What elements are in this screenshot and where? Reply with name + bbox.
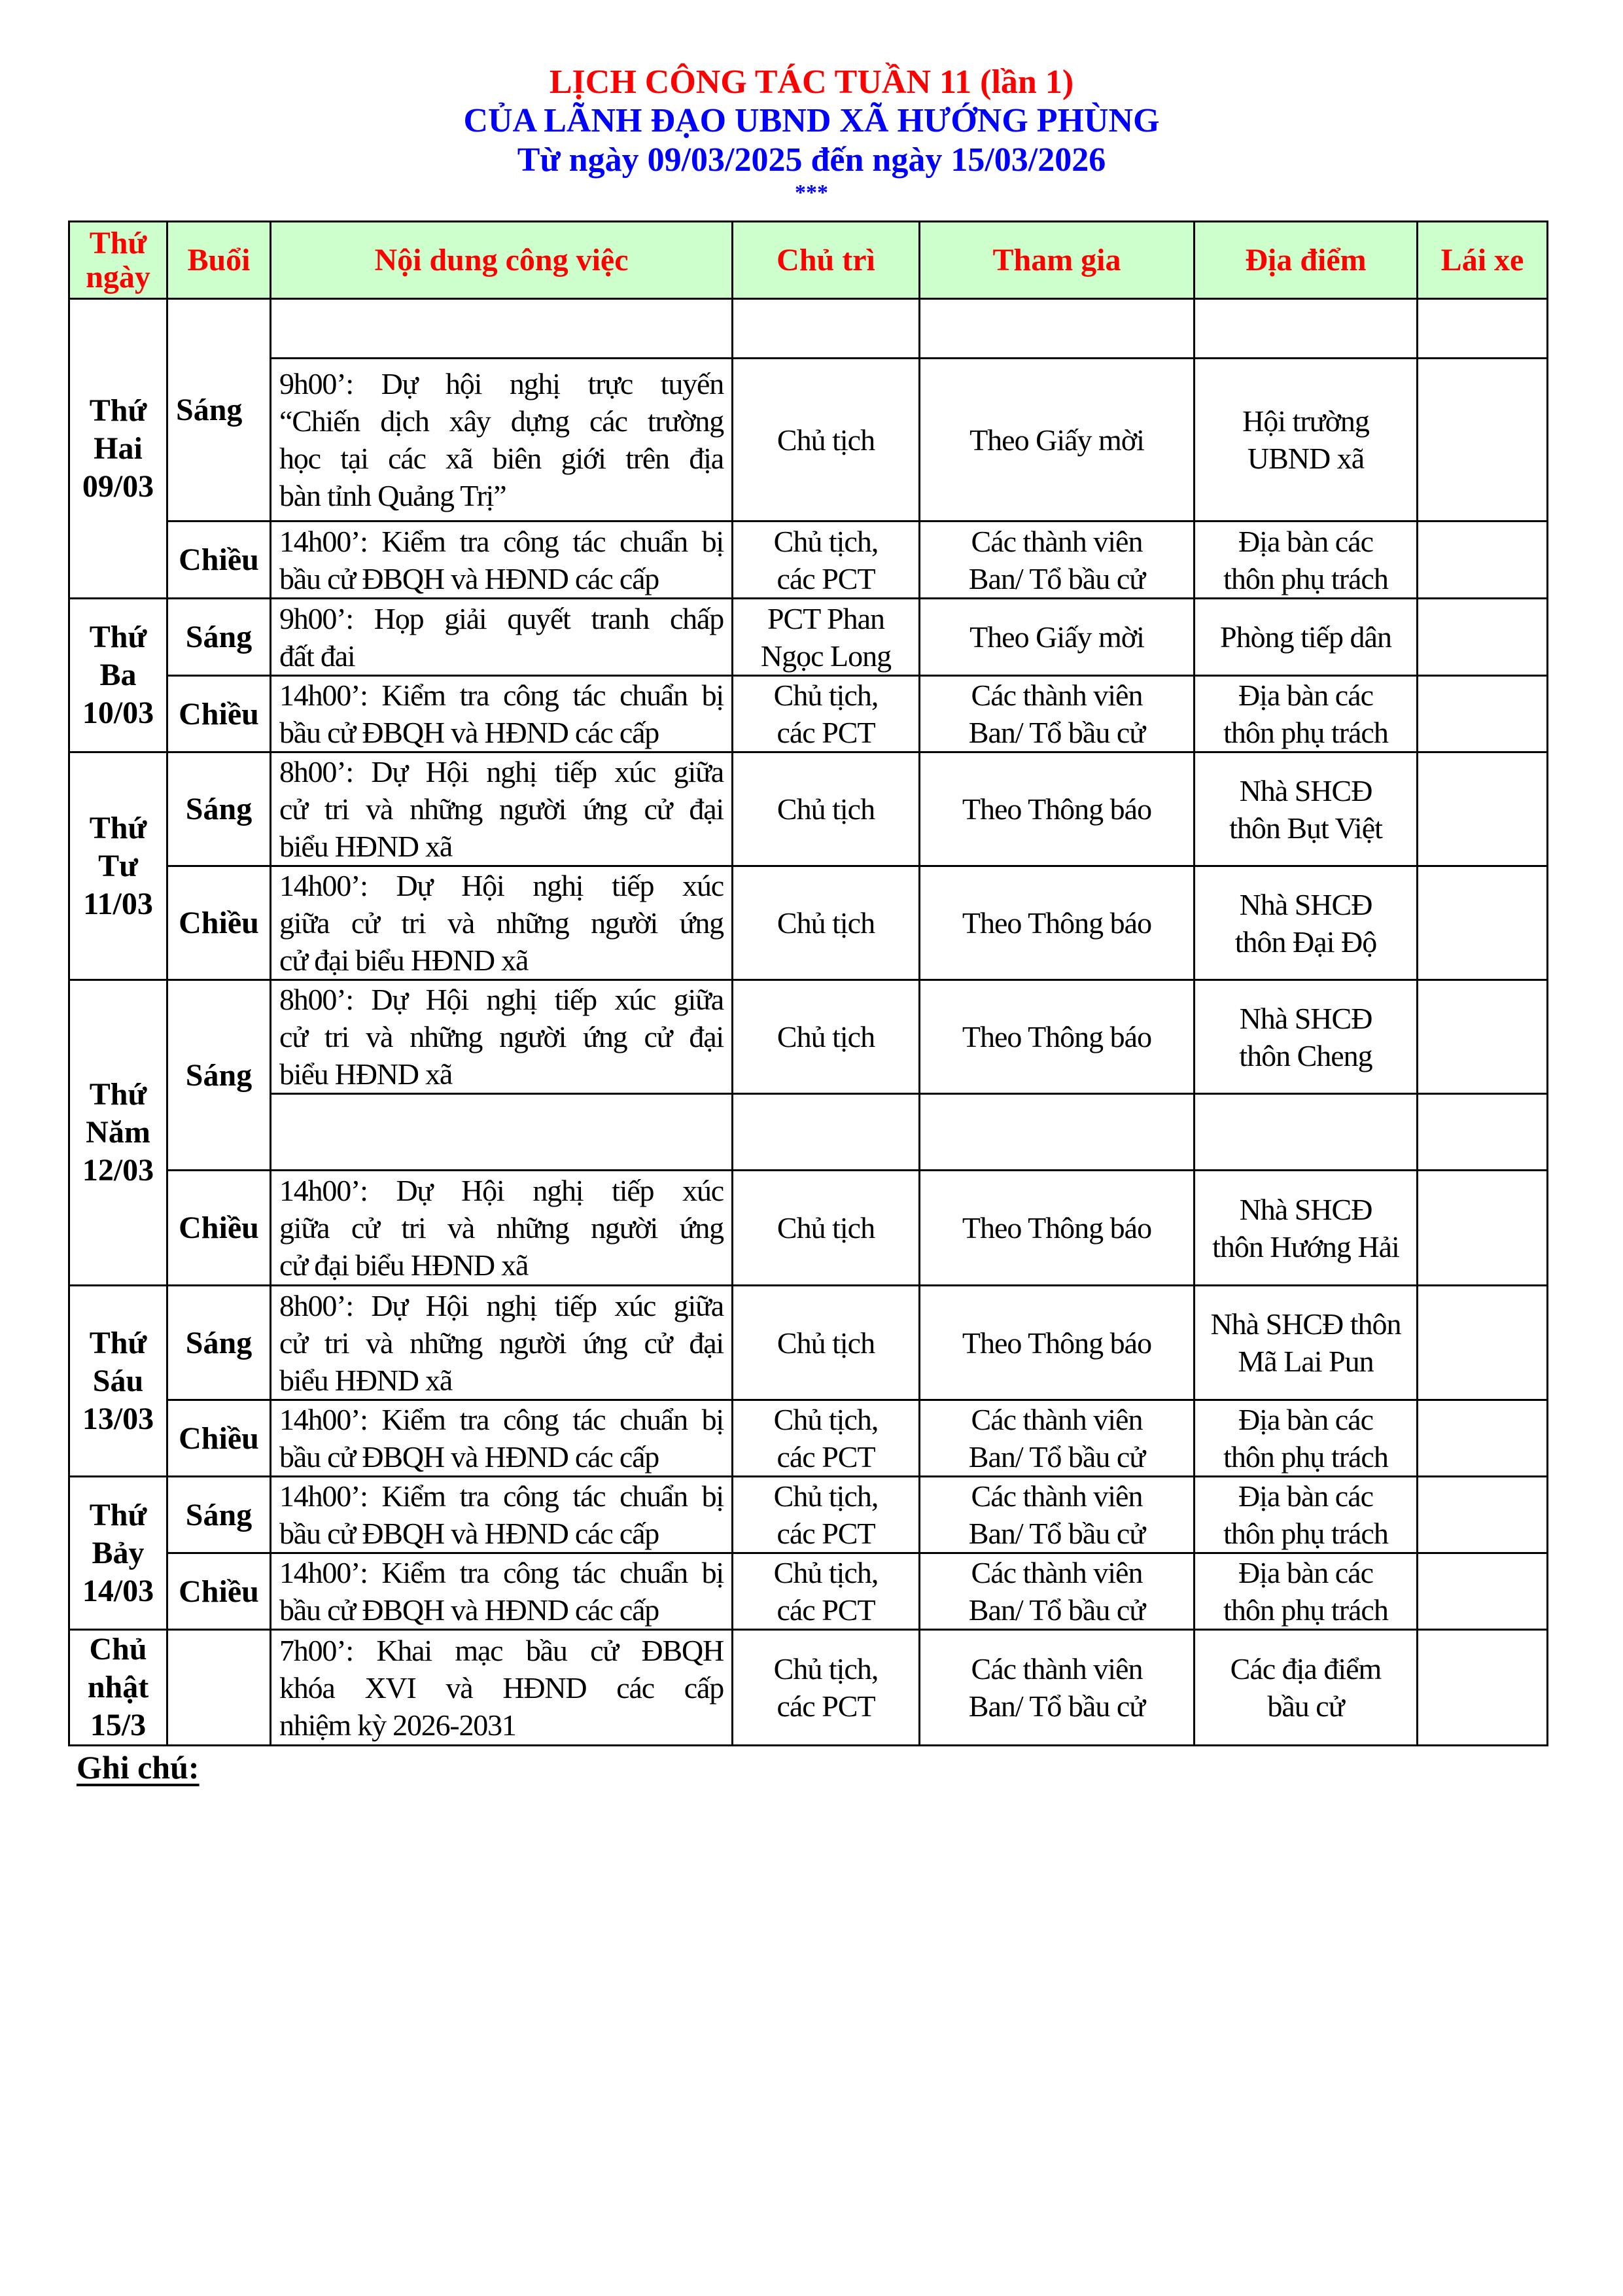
header-driver: Lái xe xyxy=(1418,222,1548,299)
day-cell xyxy=(69,599,167,752)
chair-cell xyxy=(733,599,920,676)
cell-line: Nhà SHCĐ xyxy=(1239,887,1372,921)
chair-cell xyxy=(733,359,920,521)
cell-line: 8h00’: Dự Hội nghị tiếp xúc giữa xyxy=(279,1288,724,1322)
cell-line: Năm xyxy=(86,1115,150,1150)
participants-cell xyxy=(920,1094,1195,1171)
table-row xyxy=(69,1171,1548,1286)
cell-line: 14h00’: Kiểm tra công tác chuẩn bị xyxy=(279,1556,724,1589)
notes-label: Ghi chú: xyxy=(77,1749,200,1786)
cell-line: Chủ tịch xyxy=(777,1211,875,1245)
chair-cell xyxy=(733,1630,920,1746)
cell-line: Ban/ Tổ bầu cử xyxy=(968,561,1145,595)
driver-cell xyxy=(1418,1553,1548,1630)
content-cell xyxy=(271,521,733,599)
content-cell xyxy=(271,1630,733,1746)
cell-line: giữa cử tri và những người ứng xyxy=(279,1211,724,1245)
session-cell: Sáng xyxy=(167,752,271,866)
cell-line: nhật xyxy=(87,1670,149,1704)
cell-line: Thứ xyxy=(89,1497,147,1532)
cell-line: Địa bàn các xyxy=(1238,1403,1374,1436)
chair-cell xyxy=(733,521,920,599)
cell-line: Thứ xyxy=(89,810,147,845)
cell-line: khóa XVI và HĐND các cấp xyxy=(279,1670,724,1704)
cell-line: bầu cử ĐBQH và HĐND các cấp xyxy=(279,716,659,749)
cell-line: thôn phụ trách xyxy=(1223,716,1388,749)
participants-cell xyxy=(920,1553,1195,1630)
cell-line: 9h00’: Dự hội nghị trực tuyến xyxy=(279,367,724,400)
cell-line: bầu cử ĐBQH và HĐND các cấp xyxy=(279,1517,659,1550)
cell-line: cử tri và những người ứng cử đại xyxy=(279,1020,724,1053)
cell-line: 14h00’: Kiểm tra công tác chuẩn bị xyxy=(279,1403,724,1436)
session-cell: Sáng xyxy=(167,1477,271,1553)
table-row xyxy=(69,1477,1548,1553)
table-row xyxy=(69,1553,1548,1630)
chair-cell xyxy=(733,299,920,359)
day-cell xyxy=(69,299,167,599)
cell-line: Ban/ Tổ bầu cử xyxy=(968,1517,1145,1550)
cell-line: cử tri và những người ứng cử đại xyxy=(279,792,724,826)
chair-cell xyxy=(733,1553,920,1630)
cell-line: Bảy xyxy=(92,1535,145,1570)
cell-line: Thứ xyxy=(89,1325,147,1360)
chair-cell xyxy=(733,1400,920,1477)
cell-line: 7h00’: Khai mạc bầu cử ĐBQH xyxy=(279,1633,724,1667)
cell-line: Theo Thông báo xyxy=(962,1020,1152,1053)
cell-line: Nhà SHCĐ thôn xyxy=(1210,1307,1401,1341)
content-cell xyxy=(271,752,733,866)
cell-line: 14h00’: Dự Hội nghị tiếp xúc xyxy=(279,869,724,902)
cell-line: Phòng tiếp dân xyxy=(1220,620,1391,654)
cell-line: cử tri và những người ứng cử đại xyxy=(279,1326,724,1360)
participants-cell xyxy=(920,1630,1195,1746)
schedule-body xyxy=(69,299,1548,1746)
location-cell xyxy=(1195,752,1418,866)
driver-cell xyxy=(1418,521,1548,599)
participants-cell xyxy=(920,359,1195,521)
chair-cell xyxy=(733,1171,920,1286)
header-session: Buổi xyxy=(167,222,271,299)
participants-cell xyxy=(920,676,1195,752)
cell-line: 14h00’: Kiểm tra công tác chuẩn bị xyxy=(279,524,724,558)
participants-cell xyxy=(920,980,1195,1094)
cell-line: 09/03 xyxy=(82,468,154,504)
participants-cell xyxy=(920,1171,1195,1286)
cell-line: thôn phụ trách xyxy=(1223,1517,1388,1550)
session-cell: Sáng xyxy=(167,980,271,1171)
table-row xyxy=(69,521,1548,599)
cell-line: Địa bàn các xyxy=(1238,679,1374,712)
location-cell xyxy=(1195,359,1418,521)
cell-line: PCT Phan xyxy=(767,601,885,635)
content-cell xyxy=(271,1171,733,1286)
cell-line: Các địa điểm xyxy=(1230,1652,1382,1686)
content-cell xyxy=(271,599,733,676)
cell-line: Ngọc Long xyxy=(760,639,892,673)
cell-line: “Chiến dịch xây dựng các trường xyxy=(279,404,724,438)
chair-cell xyxy=(733,676,920,752)
cell-line: biểu HĐND xã xyxy=(279,1363,453,1397)
chair-cell xyxy=(733,752,920,866)
driver-cell xyxy=(1418,752,1548,866)
location-cell xyxy=(1195,1094,1418,1171)
cell-line: Địa bàn các xyxy=(1238,1479,1374,1513)
participants-cell xyxy=(920,1400,1195,1477)
chair-cell xyxy=(733,1477,920,1553)
header-day xyxy=(69,222,167,299)
cell-line: Hội trường xyxy=(1242,404,1369,438)
header-day-line: Thứ xyxy=(89,225,147,260)
table-row xyxy=(69,1094,1548,1171)
cell-line: Theo Thông báo xyxy=(962,1211,1152,1245)
cell-line: 14h00’: Dự Hội nghị tiếp xúc xyxy=(279,1174,724,1207)
header-participants: Tham gia xyxy=(920,222,1195,299)
cell-line: Chủ tịch xyxy=(777,423,875,457)
cell-line: Chủ tịch, xyxy=(773,679,879,712)
driver-cell xyxy=(1418,676,1548,752)
cell-line: Theo Thông báo xyxy=(962,1326,1152,1360)
schedule-table xyxy=(68,221,1548,1746)
cell-line: Các thành viên xyxy=(971,1556,1143,1589)
driver-cell xyxy=(1418,1400,1548,1477)
content-cell xyxy=(271,1286,733,1400)
location-cell xyxy=(1195,1171,1418,1286)
cell-line: các PCT xyxy=(777,1440,875,1474)
content-cell xyxy=(271,359,733,521)
cell-line: Theo Giấy mời xyxy=(969,620,1144,654)
driver-cell xyxy=(1418,980,1548,1094)
cell-line: bầu cử ĐBQH và HĐND các cấp xyxy=(279,561,659,595)
cell-line: 14/03 xyxy=(82,1573,154,1608)
day-cell xyxy=(69,980,167,1286)
participants-cell xyxy=(920,521,1195,599)
cell-line: nhiệm kỳ 2026-2031 xyxy=(279,1708,516,1742)
driver-cell xyxy=(1418,1171,1548,1286)
content-cell xyxy=(271,1553,733,1630)
cell-line: Chủ tịch, xyxy=(773,1652,879,1686)
cell-line: 14h00’: Kiểm tra công tác chuẩn bị xyxy=(279,1479,724,1513)
driver-cell xyxy=(1418,1630,1548,1746)
cell-line: Hai xyxy=(94,431,143,466)
cell-line: các PCT xyxy=(777,1689,875,1723)
cell-line: các PCT xyxy=(777,716,875,749)
cell-line: thôn Bụt Việt xyxy=(1229,811,1382,845)
session-cell: Chiều xyxy=(167,1171,271,1286)
cell-line: thôn Hướng Hải xyxy=(1212,1229,1399,1263)
cell-line: giữa cử tri và những người ứng xyxy=(279,906,724,940)
cell-line: 8h00’: Dự Hội nghị tiếp xúc giữa xyxy=(279,983,724,1016)
cell-line: Các thành viên xyxy=(971,1652,1143,1686)
cell-line: các PCT xyxy=(777,1517,875,1550)
table-row xyxy=(69,1400,1548,1477)
session-cell: Chiều xyxy=(167,1553,271,1630)
session-cell: Chiều xyxy=(167,1400,271,1477)
cell-line: Chủ tịch xyxy=(777,906,875,940)
header-location: Địa điểm xyxy=(1195,222,1418,299)
cell-line: các PCT xyxy=(777,1593,875,1627)
schedule-title: LỊCH CÔNG TÁC TUẦN 11 (lần 1) xyxy=(549,63,1074,101)
separator-stars: *** xyxy=(795,181,828,205)
session-cell: Sáng xyxy=(167,299,271,521)
cell-line: Thứ xyxy=(89,620,147,654)
table-row xyxy=(69,866,1548,980)
cell-line: Nhà SHCĐ xyxy=(1239,1192,1372,1226)
table-row xyxy=(69,1286,1548,1400)
participants-cell xyxy=(920,752,1195,866)
location-cell xyxy=(1195,1477,1418,1553)
cell-line: Tư xyxy=(98,848,138,883)
session-cell: Chiều xyxy=(167,521,271,599)
cell-line: Địa bàn các xyxy=(1238,524,1374,558)
header-content: Nội dung công việc xyxy=(271,222,733,299)
cell-line: Ban/ Tổ bầu cử xyxy=(968,1440,1145,1474)
cell-line: Ban/ Tổ bầu cử xyxy=(968,716,1145,749)
location-cell xyxy=(1195,1400,1418,1477)
table-row xyxy=(69,980,1548,1094)
cell-line: Chủ xyxy=(89,1632,147,1667)
cell-line: Ban/ Tổ bầu cử xyxy=(968,1689,1145,1723)
driver-cell xyxy=(1418,299,1548,359)
table-row xyxy=(69,752,1548,866)
participants-cell xyxy=(920,1286,1195,1400)
cell-line: UBND xã xyxy=(1247,442,1365,475)
cell-line: Địa bàn các xyxy=(1238,1556,1374,1589)
driver-cell xyxy=(1418,1286,1548,1400)
content-cell xyxy=(271,299,733,359)
cell-line: đất đai xyxy=(279,639,355,673)
cell-line: bầu cử ĐBQH và HĐND các cấp xyxy=(279,1593,659,1627)
cell-line: Nhà SHCĐ xyxy=(1239,1001,1372,1035)
content-cell xyxy=(271,676,733,752)
location-cell xyxy=(1195,521,1418,599)
table-row xyxy=(69,676,1548,752)
driver-cell xyxy=(1418,599,1548,676)
location-cell xyxy=(1195,599,1418,676)
cell-line: Chủ tịch xyxy=(777,792,875,826)
location-cell xyxy=(1195,980,1418,1094)
day-cell xyxy=(69,1286,167,1477)
organization-subtitle: CỦA LÃNH ĐẠO UBND XÃ HƯỚNG PHÙNG xyxy=(463,102,1160,139)
cell-line: Nhà SHCĐ xyxy=(1239,773,1372,807)
cell-line: Các thành viên xyxy=(971,524,1143,558)
header-day-line: ngày xyxy=(86,259,150,294)
participants-cell xyxy=(920,866,1195,980)
cell-line: 13/03 xyxy=(82,1401,154,1436)
cell-line: 9h00’: Họp giải quyết tranh chấp xyxy=(279,601,724,635)
cell-line: Chủ tịch xyxy=(777,1020,875,1053)
cell-line: biểu HĐND xã xyxy=(279,830,453,863)
date-range: Từ ngày 09/03/2025 đến ngày 15/03/2026 xyxy=(517,141,1106,179)
location-cell xyxy=(1195,1286,1418,1400)
cell-line: Thứ xyxy=(89,1077,147,1112)
participants-cell xyxy=(920,1477,1195,1553)
cell-line: thôn Cheng xyxy=(1239,1038,1372,1072)
cell-line: Chủ tịch, xyxy=(773,1403,879,1436)
cell-line: Sáu xyxy=(92,1363,144,1398)
cell-line: Chủ tịch, xyxy=(773,1479,879,1513)
cell-line: 10/03 xyxy=(82,696,154,730)
cell-line: 14h00’: Kiểm tra công tác chuẩn bị xyxy=(279,679,724,712)
content-cell xyxy=(271,1477,733,1553)
cell-line: Các thành viên xyxy=(971,1403,1143,1436)
location-cell xyxy=(1195,1553,1418,1630)
cell-line: Mã Lai Pun xyxy=(1238,1345,1374,1378)
cell-line: Các thành viên xyxy=(971,1479,1143,1513)
cell-line: 8h00’: Dự Hội nghị tiếp xúc giữa xyxy=(279,755,724,788)
chair-cell xyxy=(733,866,920,980)
session-cell: Chiều xyxy=(167,676,271,752)
table-header-row xyxy=(69,222,1548,299)
session-cell xyxy=(167,1630,271,1746)
content-cell xyxy=(271,980,733,1094)
table-row xyxy=(69,359,1548,521)
cell-line: Ba xyxy=(99,658,137,692)
cell-line: bầu cử xyxy=(1267,1689,1344,1723)
session-cell: Sáng xyxy=(167,599,271,676)
cell-line: thôn phụ trách xyxy=(1223,1440,1388,1474)
header-chair: Chủ trì xyxy=(733,222,920,299)
cell-line: học tại các xã biên giới trên địa xyxy=(279,442,724,475)
cell-line: bầu cử ĐBQH và HĐND các cấp xyxy=(279,1440,659,1474)
session-cell: Chiều xyxy=(167,866,271,980)
cell-line: Chủ tịch, xyxy=(773,1556,879,1589)
location-cell xyxy=(1195,299,1418,359)
cell-line: Các thành viên xyxy=(971,679,1143,712)
chair-cell xyxy=(733,1286,920,1400)
table-row xyxy=(69,599,1548,676)
cell-line: Theo Thông báo xyxy=(962,906,1152,940)
cell-line: bàn tỉnh Quảng Trị” xyxy=(279,479,506,512)
day-cell xyxy=(69,1477,167,1630)
cell-line: Ban/ Tổ bầu cử xyxy=(968,1593,1145,1627)
chair-cell xyxy=(733,980,920,1094)
session-cell: Sáng xyxy=(167,1286,271,1400)
cell-line: Theo Giấy mời xyxy=(969,423,1144,457)
participants-cell xyxy=(920,299,1195,359)
content-cell xyxy=(271,866,733,980)
table-row xyxy=(69,299,1548,359)
content-cell xyxy=(271,1094,733,1171)
cell-line: biểu HĐND xã xyxy=(279,1057,453,1091)
cell-line: Chủ tịch xyxy=(777,1326,875,1360)
cell-line: 11/03 xyxy=(83,886,153,921)
location-cell xyxy=(1195,866,1418,980)
cell-line: Theo Thông báo xyxy=(962,792,1152,826)
cell-line: cử đại biểu HĐND xã xyxy=(279,1248,529,1282)
cell-line: 12/03 xyxy=(82,1153,154,1188)
chair-cell xyxy=(733,1094,920,1171)
cell-line: 15/3 xyxy=(90,1708,147,1742)
driver-cell xyxy=(1418,1094,1548,1171)
cell-line: thôn Đại Độ xyxy=(1234,925,1377,959)
table-row xyxy=(69,1630,1548,1746)
cell-line: thôn phụ trách xyxy=(1223,1593,1388,1627)
driver-cell xyxy=(1418,866,1548,980)
cell-line: Thứ xyxy=(89,393,147,428)
location-cell xyxy=(1195,676,1418,752)
cell-line: thôn phụ trách xyxy=(1223,561,1388,595)
driver-cell xyxy=(1418,359,1548,521)
cell-line: Chủ tịch, xyxy=(773,524,879,558)
day-cell xyxy=(69,752,167,980)
content-cell xyxy=(271,1400,733,1477)
participants-cell xyxy=(920,599,1195,676)
location-cell xyxy=(1195,1630,1418,1746)
driver-cell xyxy=(1418,1477,1548,1553)
cell-line: cử đại biểu HĐND xã xyxy=(279,944,529,977)
cell-line: các PCT xyxy=(777,561,875,595)
day-cell xyxy=(69,1630,167,1746)
